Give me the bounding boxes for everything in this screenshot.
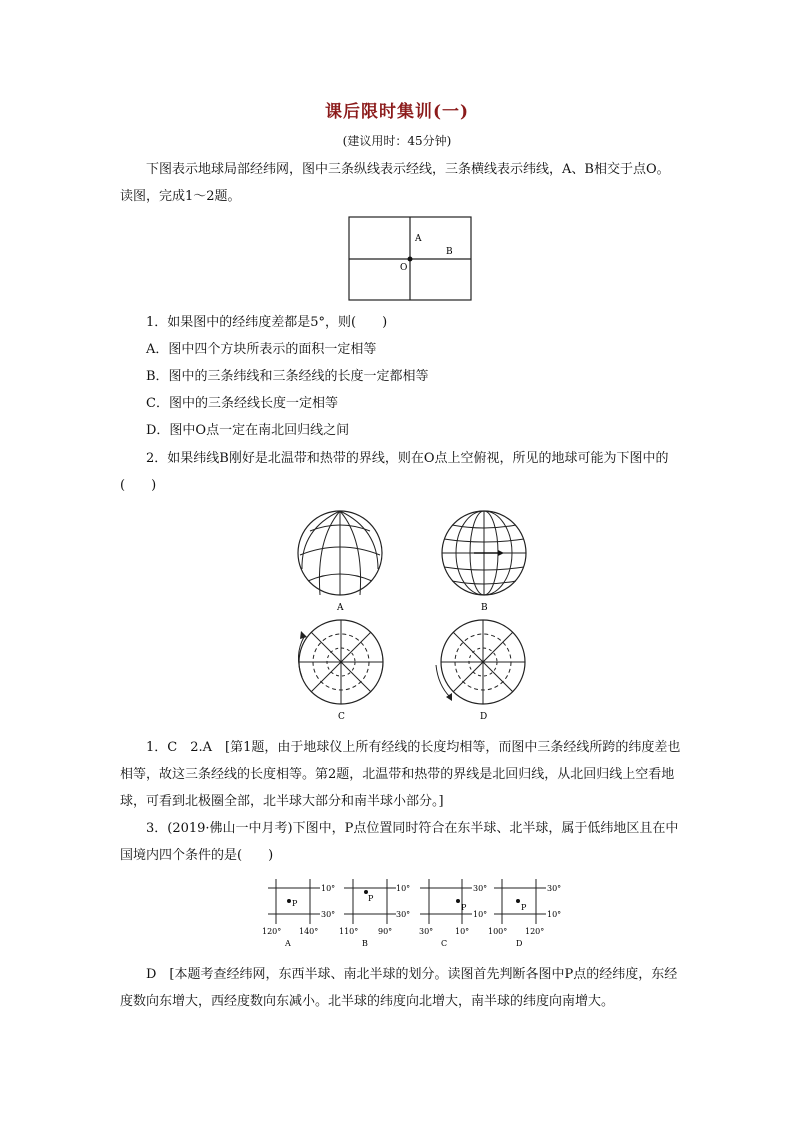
svg-text:10°: 10° (455, 927, 470, 936)
svg-text:10°: 10° (473, 910, 488, 919)
q1-option-a: A．图中四个方块所表示的面积一定相等 (146, 342, 377, 357)
svg-text:A: A (285, 939, 291, 948)
grid-b (339, 879, 410, 948)
globe-d-figure (430, 617, 536, 723)
globe-b-label: B (481, 603, 488, 613)
answer-1-2: 1．C 2.A [第1题，由于地球仪上所有经线的长度均相等，而图中三条经线所跨的纬度差也相等，故这三条经线的长度相等。第2题，北温带和热带的界线是北回归线，从北回归线上空看地球，可看到北极圈全部，北半球大部分和南半球小部分。] (120, 740, 681, 809)
suggested-time: (建议用时：45分钟) (342, 134, 452, 148)
grid-c (419, 879, 487, 948)
q2-stem: 2．如果纬线B刚好是北温带和热带的界线，则在O点上空俯视，所见的地球可能为下图中的( ) (120, 451, 669, 493)
svg-text:C: C (441, 939, 448, 948)
svg-text:90°: 90° (378, 927, 393, 936)
svg-text:P: P (292, 899, 298, 908)
grid-d (488, 879, 561, 948)
grid-a (262, 879, 335, 948)
svg-text:10°: 10° (321, 884, 336, 893)
label-o: O (400, 263, 408, 273)
svg-text:110°: 110° (339, 927, 359, 936)
svg-text:120°: 120° (525, 927, 545, 936)
svg-text:30°: 30° (473, 884, 488, 893)
svg-text:100°: 100° (488, 927, 508, 936)
q1-stem: 1．如果图中的经纬度差都是5°，则( ) (146, 315, 388, 330)
svg-text:D: D (516, 939, 523, 948)
svg-text:120°: 120° (262, 927, 282, 936)
q3-grid-figure (262, 879, 566, 951)
svg-text:30°: 30° (547, 884, 562, 893)
svg-text:140°: 140° (299, 927, 319, 936)
label-a: A (415, 234, 422, 244)
point-o (408, 257, 413, 262)
svg-text:30°: 30° (396, 910, 411, 919)
page-title: 课后限时集训(一) (324, 102, 470, 122)
globe-a-label: A (337, 603, 344, 613)
globe-c-figure (288, 617, 394, 723)
q1-option-d: D．图中O点一定在南北回归线之间 (146, 423, 350, 438)
q1-option-b: B．图中的三条纬线和三条经线的长度一定都相等 (146, 369, 429, 384)
answer-3: D [本题考查经纬网，东西半球、南北半球的划分。读图首先判断各图中P点的经纬度，东经度数向东增大，西经度数向东减小。北半球的纬度向北增大，南半球的纬度向南增大。 (120, 967, 678, 1009)
q1-option-c: C．图中的三条经线长度一定相等 (146, 396, 338, 411)
globe-a-figure (296, 509, 386, 613)
label-b: B (446, 247, 453, 257)
svg-text:P: P (368, 894, 374, 903)
globe-d-label: D (480, 712, 488, 722)
svg-text:P: P (521, 903, 527, 912)
svg-text:P: P (461, 903, 467, 912)
svg-text:30°: 30° (321, 910, 336, 919)
graticule-figure (345, 216, 475, 304)
globe-c-label: C (338, 712, 345, 722)
svg-text:30°: 30° (419, 927, 434, 936)
q3-stem: 3．(2019·佛山一中月考)下图中，P点位置同时符合在东半球、北半球，属于低纬地区且在中国境内四个条件的是( ) (120, 821, 679, 863)
intro-paragraph: 下图表示地球局部经纬网，图中三条纵线表示经线，三条横线表示纬线，A、B相交于点O。读图，完成1～2题。 (120, 162, 670, 204)
globe-b-figure (438, 509, 530, 613)
svg-text:B: B (362, 939, 368, 948)
svg-text:10°: 10° (396, 884, 411, 893)
svg-text:10°: 10° (547, 910, 562, 919)
